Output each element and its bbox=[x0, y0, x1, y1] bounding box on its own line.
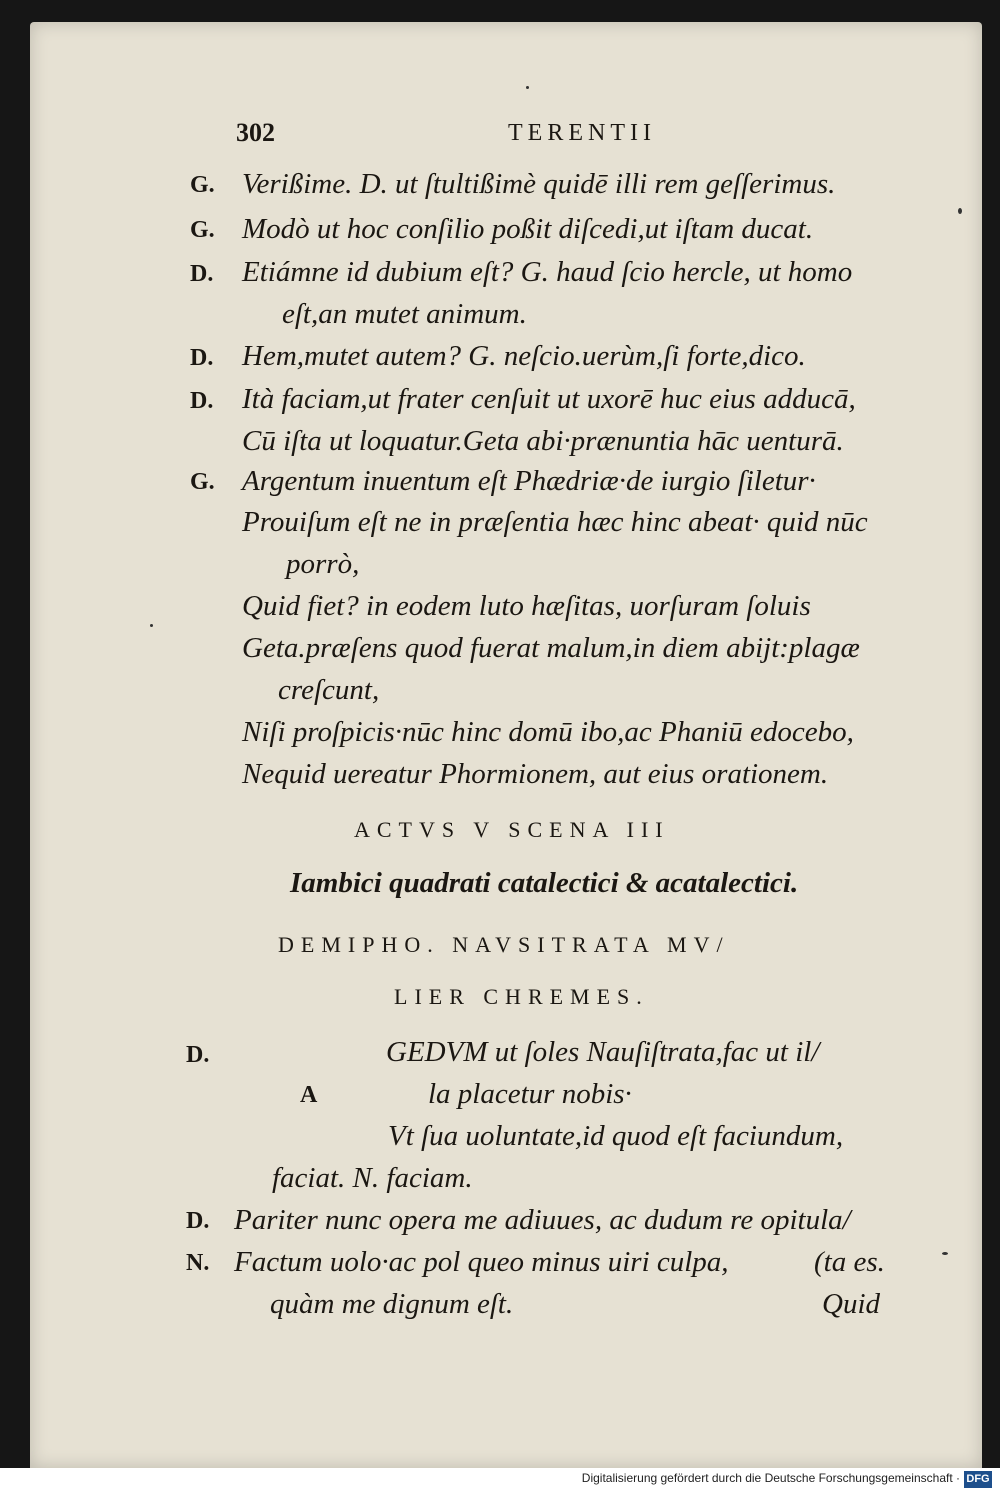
footer-credit: Digitalisierung gefördert durch die Deutsche Forschungsgemeinschaft · bbox=[581, 1471, 960, 1485]
verse-line: GEDVM ut ſoles Nauſiſtrata,fac ut il/ bbox=[386, 1036, 820, 1068]
verse-line: Vt ſua uoluntate,id quod eſt faciundum, bbox=[388, 1120, 844, 1152]
catchword: Quid bbox=[822, 1288, 880, 1320]
speaker-label: D. bbox=[190, 261, 214, 287]
verse-line: Nequid uereatur Phormionem, aut eius orationem. bbox=[242, 758, 829, 790]
verse-line: Modò ut hoc conſilio poßit diſcedi,ut iſtam ducat. bbox=[242, 213, 814, 245]
running-title: TERENTII bbox=[508, 120, 656, 146]
verse-line: Argentum inuentum eſt Phædriæ·de iurgio ſiletur· bbox=[242, 465, 816, 497]
ink-speck bbox=[526, 86, 529, 89]
verse-line: la placetur nobis· bbox=[428, 1078, 632, 1110]
verse-line: Ità faciam,ut frater cenſuit ut uxorē huc eius adducā, bbox=[242, 383, 856, 415]
verse-line-right: (ta es. bbox=[814, 1246, 885, 1278]
speaker-label: G. bbox=[190, 469, 215, 495]
ink-speck bbox=[150, 624, 153, 627]
verse-line: Niſi proſpicis·nūc hinc domū ibo,ac Phaniū edocebo, bbox=[242, 716, 854, 748]
drop-initial: A bbox=[300, 1082, 318, 1108]
speaker-label: G. bbox=[190, 172, 215, 198]
characters-heading: LIER CHREMES. bbox=[394, 984, 649, 1009]
verse-line: Prouiſum eſt ne in præſentia hæc hinc abeat· quid nūc bbox=[242, 506, 868, 538]
footer-bar bbox=[0, 1468, 1000, 1492]
verse-line: quàm me dignum eſt. bbox=[270, 1288, 514, 1320]
speaker-label: N. bbox=[186, 1250, 210, 1276]
speaker-label: D. bbox=[186, 1042, 210, 1068]
speaker-label: D. bbox=[186, 1208, 210, 1234]
verse-line: creſcunt, bbox=[278, 674, 380, 706]
verse-line: Cū iſta ut loquatur.Geta abi·prænuntia hāc uenturā. bbox=[242, 425, 844, 457]
verse-line: Verißime. D. ut ſtultißimè quidē illi rem geſſerimus. bbox=[242, 168, 836, 200]
book-page bbox=[30, 22, 982, 1468]
verse-line: porrò, bbox=[286, 548, 360, 580]
speaker-label: G. bbox=[190, 217, 215, 243]
page-number: 302 bbox=[236, 118, 275, 147]
act-heading: ACTVS V SCENA III bbox=[354, 817, 670, 842]
verse-line: faciat. N. faciam. bbox=[272, 1162, 473, 1194]
characters-heading: DEMIPHO. NAVSITRATA MV/ bbox=[278, 932, 730, 957]
verse-line: Quid fiet? in eodem luto hæſitas, uorſuram ſoluis bbox=[242, 590, 811, 622]
meter-note: Iambici quadrati catalectici & acatalectici. bbox=[290, 867, 799, 899]
verse-line: eſt,an mutet animum. bbox=[282, 298, 527, 330]
speaker-label: D. bbox=[190, 345, 214, 371]
speaker-label: D. bbox=[190, 388, 214, 414]
verse-line: Etiámne id dubium eſt? G. haud ſcio hercle, ut homo bbox=[242, 256, 853, 288]
verse-line: Hem,mutet autem? G. neſcio.uerùm,ſi forte,dico. bbox=[242, 340, 806, 372]
verse-line: Pariter nunc opera me adiuues, ac dudum re opitula/ bbox=[234, 1204, 851, 1236]
ink-speck bbox=[942, 1252, 948, 1255]
verse-line: Geta.præſens quod fuerat malum,in diem abijt:plagæ bbox=[242, 632, 860, 664]
ink-speck bbox=[958, 208, 962, 214]
dfg-logo: DFG bbox=[964, 1471, 992, 1488]
verse-line: Factum uolo·ac pol queo minus uiri culpa, bbox=[234, 1246, 729, 1278]
